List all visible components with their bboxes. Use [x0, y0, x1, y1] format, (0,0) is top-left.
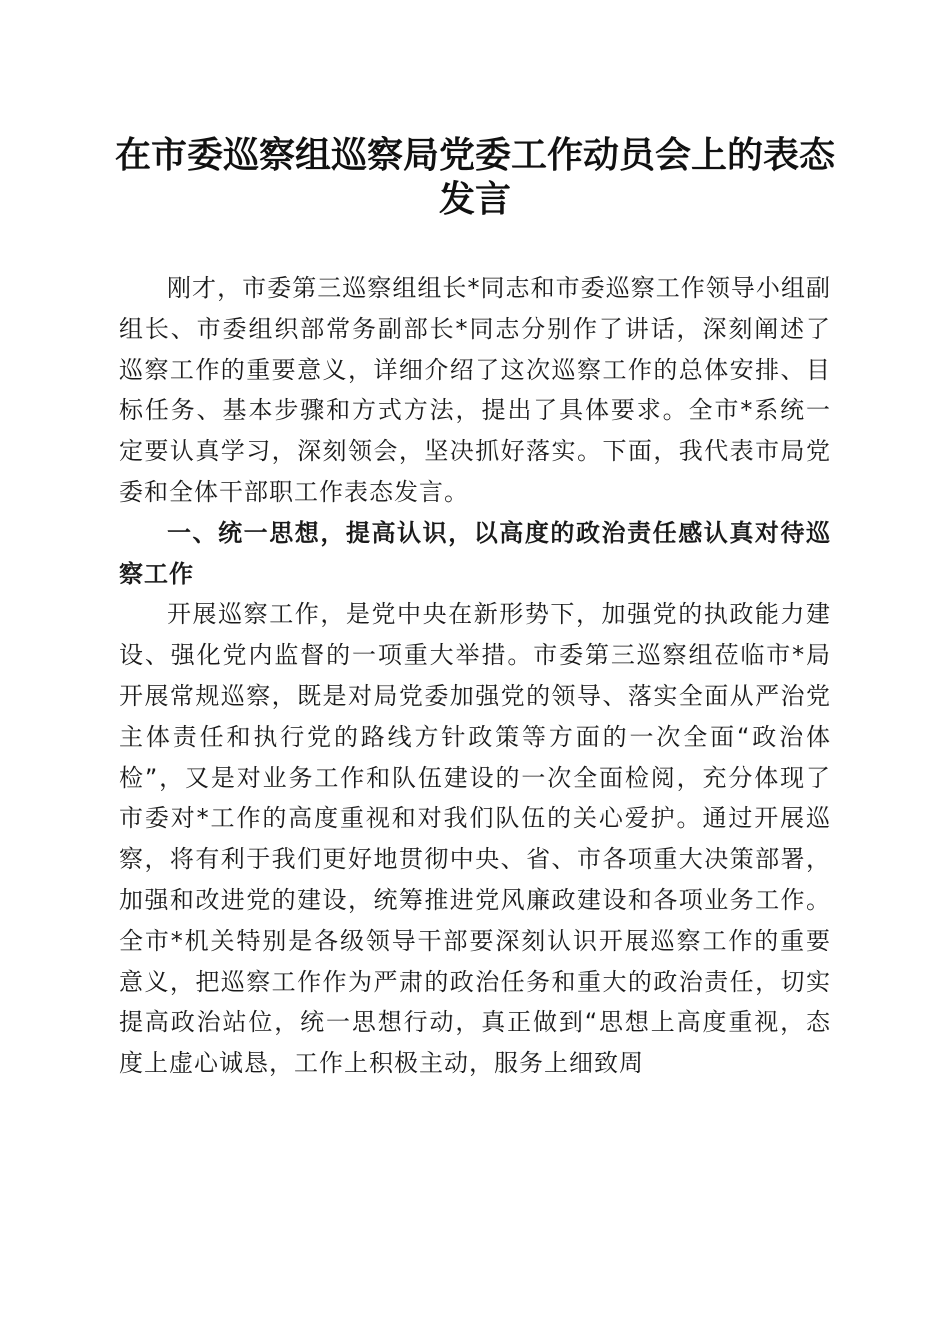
section-heading-1: 一、统一思想，提高认识，以高度的政治责任感认真对待巡察工作 [119, 518, 831, 588]
document-body [119, 268, 831, 1084]
paragraph-section-1: 开展巡察工作，是党中央在新形势下，加强党的执政能力建设、强化党内监督的一项重大举措。市委第三巡察组莅临市*局开展常规巡察，既是对局党委加强党的领导、落实全面从严治党主体责任和执行党的路线方针政策等方面的一次全面“政治体检”，又是对业务工作和队伍建设的一次全面检阅，充分体现了市委对*工作的高度重视和对我们队伍的关心爱护。通过开展巡察，将有利于我们更好地贯彻中央、省、市各项重大决策部署，加强和改进党的建设，统筹推进党风廉政建设和各项业务工作。全市*机关特别是各级领导干部要深刻认识开展巡察工作的重要意义，把巡察工作作为严肃的政治任务和重大的政治责任，切实提高政治站位，统一思想行动，真正做到“思想上高度重视，态度上虚心诚恳，工作上积极主动，服务上细致周 [119, 600, 831, 1078]
paragraph-intro: 刚才，市委第三巡察组组长*同志和市委巡察工作领导小组副组长、市委组织部常务副部长*同志分别作了讲话，深刻阐述了巡察工作的重要意义，详细介绍了这次巡察工作的总体安排、目标任务、基本步骤和方式方法，提出了具体要求。全市*系统一定要认真学习，深刻领会，坚决抓好落实。下面，我代表市局党委和全体干部职工作表态发言。 [119, 274, 831, 506]
page-title: 在市委巡察组巡察局党委工作动员会上的表态发言 [114, 134, 835, 220]
